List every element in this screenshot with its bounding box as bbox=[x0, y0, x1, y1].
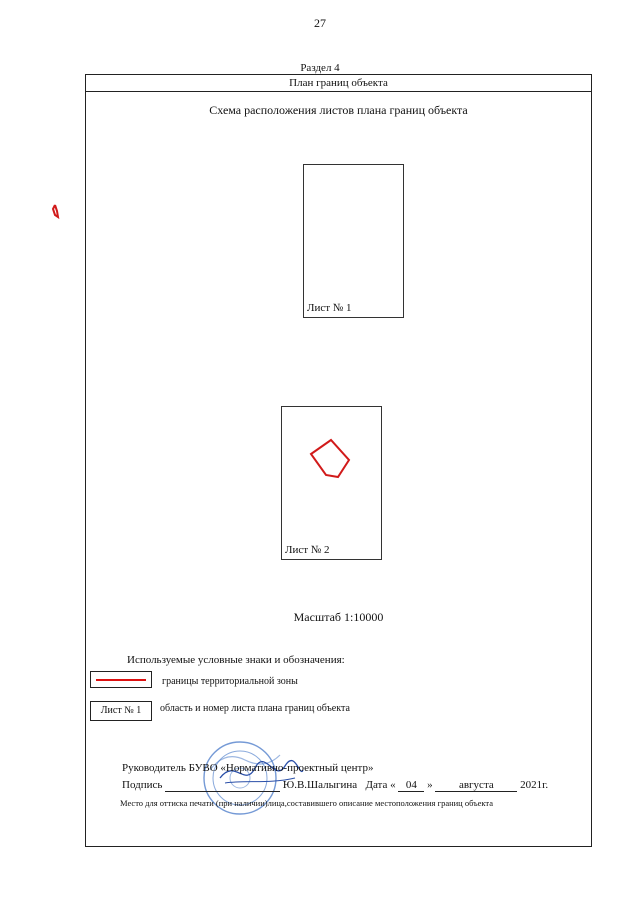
sheet-1-boundary-shape bbox=[304, 165, 405, 319]
signature-label: Подпись bbox=[122, 779, 163, 791]
date-quote-close: » bbox=[427, 779, 433, 791]
legend-boundary-text: границы территориальной зоны bbox=[162, 676, 298, 687]
signature-head-line: Руководитель БУВО «Нормативно-проектный центр» bbox=[122, 762, 374, 774]
legend-boundary-symbol bbox=[90, 671, 152, 688]
date-month: августа bbox=[435, 779, 517, 792]
plan-title: План границ объекта bbox=[86, 75, 591, 92]
date-label: Дата « bbox=[365, 779, 396, 791]
sheet-2-label: Лист № 2 bbox=[285, 544, 330, 556]
sheet-2-boundary-shape bbox=[282, 407, 383, 561]
signer-name: Ю.В.Шалыгина bbox=[282, 779, 358, 791]
signature-row bbox=[122, 779, 548, 792]
legend-title: Используемые условные знаки и обозначения: bbox=[127, 654, 345, 666]
date-day: 04 bbox=[398, 779, 424, 792]
sheet-2-frame bbox=[281, 406, 382, 560]
sheet-1-frame bbox=[303, 164, 404, 318]
page-number: 27 bbox=[314, 16, 326, 30]
stamp-note: Место для оттиска печати (при наличии)лица,составившего описание местоположения границ объекта bbox=[120, 798, 493, 808]
date-year: 2021г. bbox=[520, 779, 549, 791]
legend-sheet-symbol: Лист № 1 bbox=[90, 701, 152, 721]
sheet-1-label: Лист № 1 bbox=[307, 302, 352, 314]
section-title: Раздел 4 bbox=[300, 62, 340, 74]
scheme-title: Схема расположения листов плана границ объекта bbox=[209, 103, 468, 117]
red-line-icon bbox=[96, 679, 146, 681]
signature-blank bbox=[165, 779, 280, 792]
scale-text: Масштаб 1:10000 bbox=[293, 610, 384, 624]
legend-sheet-text: область и номер листа плана границ объекта bbox=[160, 703, 350, 714]
